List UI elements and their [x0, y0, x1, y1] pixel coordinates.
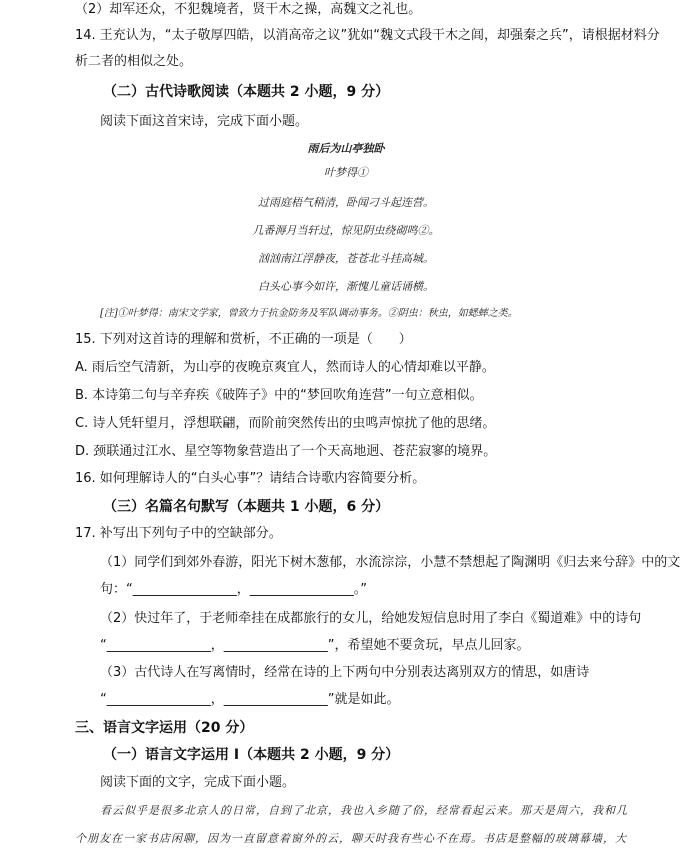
part-3-heading: 三、语言文字运用（20 分） — [75, 720, 254, 736]
section-language-heading: （一）语言文字运用 I（本题共 2 小题，9 分） — [103, 747, 400, 763]
section-poetry-heading: （二）古代诗歌阅读（本题共 2 小题，9 分） — [103, 84, 390, 100]
poem-author: 叶梦得① — [324, 166, 368, 179]
poem-annotation: [注]①叶梦得：南宋文学家，曾致力于抗金防务及军队调动事务。②阴虫：秋虫，如蟋蟀之类。 — [100, 308, 518, 319]
question-14-line-2: 析二者的相似之处。 — [75, 54, 193, 69]
passage-line-2: 个朋友在一家书店闲聊，因为一直留意着窗外的云，聊天时我有些心不在焉。书店是整幅的玻璃幕墙，大 — [75, 832, 627, 845]
question-15-option-d: D. 颈联通过江水、星空等物象营造出了一个天高地迥、苍茫寂寥的境界。 — [75, 444, 497, 459]
poem-title: 雨后为山亭独卧 — [307, 142, 385, 155]
question-15: 15. 下列对这首诗的理解和赏析，不正确的一项是（ ） — [75, 332, 412, 347]
poem-line-3: 汹汹南江浮静夜，苍苍北斗挂高城。 — [258, 252, 434, 265]
question-16: 16. 如何理解诗人的“白头心事”？请结合诗歌内容简要分析。 — [75, 471, 426, 486]
question-17-part-3-line-1: （3）古代诗人在写离情时，经常在诗的上下两句中分别表达离别双方的情思，如唐诗 — [100, 665, 590, 680]
poem-line-1: 过雨庭梧气稍清，卧闻刁斗起连营。 — [258, 196, 434, 209]
question-15-option-c: C. 诗人凭轩望月，浮想联翩，而阶前突然传出的虫鸣声惊扰了他的思绪。 — [75, 416, 496, 431]
passage-line-1: 看云似乎是很多北京人的日常，自到了北京，我也入乡随了俗，经常看起云来。那天是周六，我和几 — [100, 804, 628, 817]
question-17-part-3-line-2: “________________，________________”就是如此。 — [100, 692, 400, 707]
question-15-option-b: B. 本诗第二句与辛弃疾《破阵子》中的“梦回吹角连营”一句立意相似。 — [75, 388, 483, 403]
question-13-part-2: （2）却军还众，不犯魏境者，贤干木之操，高魏文之礼也。 — [75, 2, 422, 17]
question-14-line-1: 14. 王充认为，“太子敬厚四皓，以消高帝之议”犹如“魏文式段干木之闾，却强秦之兵”，请根据材料分 — [75, 28, 660, 43]
question-17: 17. 补写出下列句子中的空缺部分。 — [75, 526, 282, 541]
poetry-intro: 阅读下面这首宋诗，完成下面小题。 — [100, 114, 309, 129]
question-15-option-a: A. 雨后空气清新，为山亭的夜晚京爽宜人，然而诗人的心情却难以平静。 — [75, 360, 495, 375]
poem-line-4: 白头心事今如许，渐愧儿童话诵横。 — [258, 280, 434, 293]
question-17-part-1-line-1: （1）同学们到郊外春游，阳光下树木葱郁，水流淙淙，小慧不禁想起了陶渊明《归去来兮辞》中的文 — [100, 555, 681, 570]
question-17-part-2-line-1: （2）快过年了，于老师牵挂在成都旅行的女儿，给她发短信息时用了李白《蜀道难》中的诗句 — [100, 611, 642, 626]
question-17-part-1-line-2: 句：“________________，________________。” — [100, 582, 367, 597]
section-recitation-heading: （三）名篇名句默写（本题共 1 小题，6 分） — [103, 499, 390, 515]
question-17-part-2-line-2: “________________，________________”，希望她不要贪玩，早点儿回家。 — [100, 638, 530, 653]
poem-line-2: 几番溽月当轩过，惊见阴虫绕砌鸣②。 — [252, 224, 440, 237]
language-intro: 阅读下面的文字，完成下面小题。 — [100, 775, 296, 790]
